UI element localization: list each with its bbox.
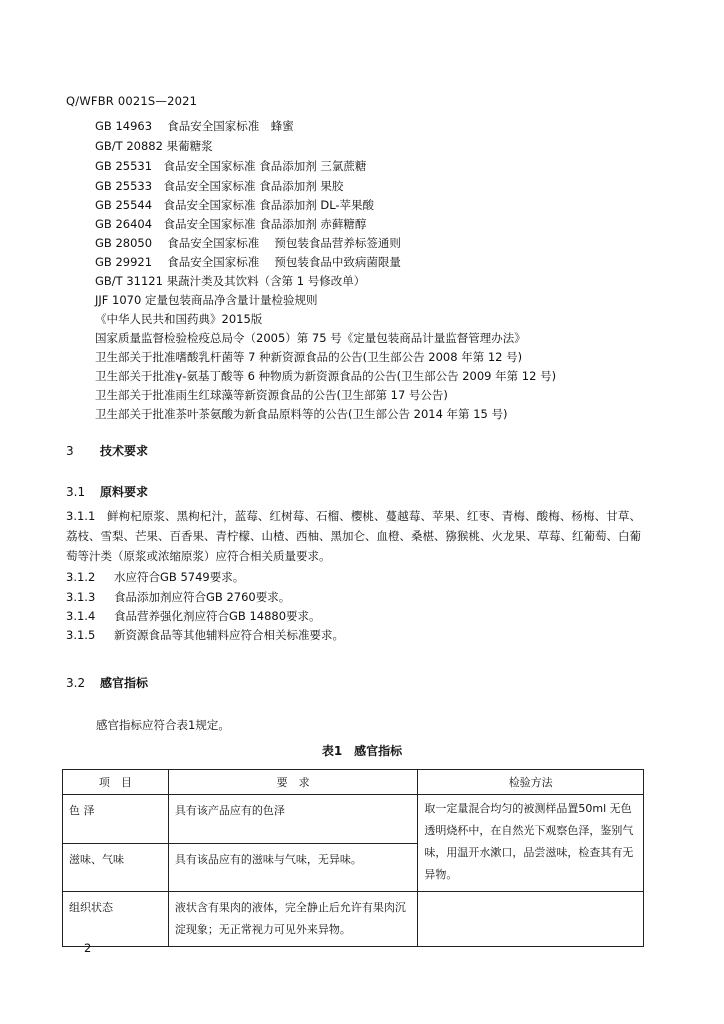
table-intro: 感官指标应符合表1规定。	[96, 718, 230, 732]
reference-item: 卫生部关于批准γ-氨基丁酸等 6 种物质为新资源食品的公告(卫生部公告 2009 年第 12 号)	[95, 369, 557, 383]
clause-number: 3.1.4	[66, 609, 96, 623]
section-heading-3	[66, 442, 148, 459]
document-code: Q/WFBR 0021S—2021	[66, 94, 198, 108]
reference-item: 卫生部关于批准茶叶茶氨酸为新食品原料等的公告(卫生部公告 2014 年第 15 号)	[95, 407, 508, 421]
reference-item: GB 29921 食品安全国家标准 预包装食品中致病菌限量	[95, 255, 401, 269]
reference-item: GB 25533 食品安全国家标准 食品添加剂 果胶	[95, 179, 344, 193]
reference-item: GB 25531 食品安全国家标准 食品添加剂 三氯蔗糖	[95, 159, 367, 173]
table-caption: 表1 感官指标	[321, 744, 403, 758]
section-title: 技术要求	[100, 444, 149, 458]
table-row	[63, 892, 644, 947]
reference-item: GB/T 31121 果蔬汁类及其饮料（含第 1 号修改单）	[95, 274, 366, 288]
clause-text: 新资源食品等其他辅料应符合相关标准要求。	[114, 628, 344, 642]
requirement-cell: 具有该产品应有的色泽	[168, 795, 418, 844]
clause-number: 3.1.5	[66, 628, 96, 642]
column-header: 检验方法	[418, 770, 644, 795]
clause-number: 3.1.3	[66, 590, 96, 604]
section-heading-3-1	[66, 483, 148, 500]
clause-text: 水应符合GB 5749要求。	[114, 570, 245, 584]
section-number: 3	[66, 444, 74, 458]
clause-3-1-4	[66, 608, 321, 624]
item-cell: 组织状态	[63, 892, 169, 947]
item-cell: 色 泽	[63, 795, 169, 844]
section-heading-3-2	[66, 674, 148, 691]
page-number: 2	[84, 941, 92, 955]
method-cell: 取一定量混合均匀的被测样品置50ml 无色透明烧杯中，在自然光下观察色泽，鉴别气味，用温开水漱口，品尝滋味，检查其有无异物。	[418, 795, 644, 892]
column-header: 项 目	[63, 770, 169, 795]
clause-3-1-2	[66, 569, 244, 585]
reference-item: GB 14963 食品安全国家标准 蜂蜜	[95, 119, 294, 133]
item-cell: 滋味、气味	[63, 843, 169, 892]
clause-3-1-1: 3.1.1 鲜枸杞原浆、黑枸杞汁，蓝莓、红树莓、石榴、樱桃、蔓越莓、苹果、红枣、青梅、酸梅、杨梅、甘草、荔枝、雪梨、芒果、百香果、青柠檬、山楂、西柚、黑加仑、血橙、桑椹、猕猴桃、火龙果、草莓、红葡萄、白葡萄等汁类（原浆或浓缩原浆）应符合相关质量要求。	[66, 509, 641, 563]
clause-number: 3.1.2	[66, 570, 96, 584]
reference-item: JJF 1070 定量包装商品净含量计量检验规则	[95, 293, 318, 307]
sensory-table	[62, 769, 644, 947]
table-header-row	[63, 770, 644, 795]
reference-item: GB 26404 食品安全国家标准 食品添加剂 赤藓糖醇	[95, 217, 367, 231]
reference-item: GB/T 20882 果葡糖浆	[95, 139, 213, 153]
reference-item: GB 25544 食品安全国家标准 食品添加剂 DL-苹果酸	[95, 198, 375, 212]
reference-item: 国家质量监督检验检疫总局令（2005）第 75 号《定量包装商品计量监督管理办法》	[95, 331, 526, 345]
clause-3-1-5	[66, 627, 344, 643]
empty-cell	[418, 892, 644, 947]
reference-item: GB 28050 食品安全国家标准 预包装食品营养标签通则	[95, 236, 401, 250]
requirement-cell: 具有该品应有的滋味与气味，无异味。	[168, 843, 418, 892]
table-row	[63, 795, 644, 844]
section-title: 原料要求	[100, 485, 149, 499]
clause-text: 食品添加剂应符合GB 2760要求。	[114, 590, 291, 604]
section-number: 3.1	[66, 485, 86, 499]
reference-item: 卫生部关于批准雨生红球藻等新资源食品的公告(卫生部第 17 号公告)	[95, 388, 448, 402]
reference-item: 《中华人民共和国药典》2015版	[95, 312, 263, 326]
section-number: 3.2	[66, 676, 86, 690]
requirement-cell: 液状含有果肉的液体，完全静止后允许有果肉沉淀现象；无正常视力可见外来异物。	[168, 892, 418, 947]
reference-item: 卫生部关于批准嗜酸乳杆菌等 7 种新资源食品的公告(卫生部公告 2008 年第 12 号)	[95, 350, 523, 364]
clause-3-1-3	[66, 589, 290, 605]
column-header: 要 求	[168, 770, 418, 795]
clause-text: 食品营养强化剂应符合GB 14880要求。	[114, 609, 321, 623]
section-title: 感官指标	[100, 676, 149, 690]
